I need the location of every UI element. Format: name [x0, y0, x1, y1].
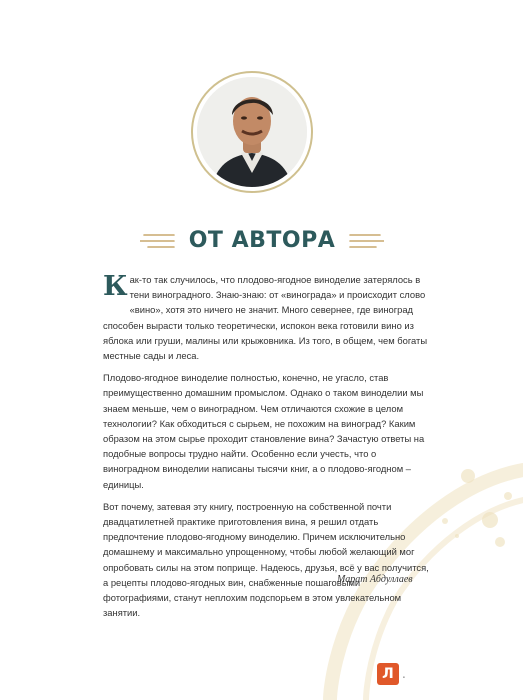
publisher-watermark-text: . — [402, 667, 406, 681]
paragraph-2: Плодово-ягодное виноделие полностью, конечно, не угасло, став преимущественно домашним промыслом. Однако о таком виноделии мы знаем меньше, чем о виноградном. Чем отличаются схожие в целом технологии? Как обходиться с сырьем, не похожим на виноград? Каким образом на этом сырье проходит становление вина? Зачастую ответы на подобные вопросы трудно найти. Особенно если учесть, что о виноградном виноделии написаны тысячи книг, а о плодово-ягодном – единицы. — [103, 372, 425, 490]
author-portrait-photo-icon — [197, 77, 307, 187]
left-flourish-icon — [140, 231, 178, 251]
paragraph-1-text: ак-то так случилось, что плодово-ягодное виноделие затерялось в тени виноградного. Знаю-знаю: от «винограда» и происходит слово «вино», хотя это ничего не значит. Много севернее, где виноград способен вырасти только теоретически, испокон века готовили вино из яблока или груши, малины или крыжовника. Из того, в общем, чем богаты местные сады и леса. — [103, 274, 428, 362]
section-heading-row — [140, 226, 384, 256]
author-portrait — [191, 71, 313, 193]
drop-cap: К — [103, 271, 128, 302]
paragraph-1 — [103, 272, 429, 363]
right-flourish-icon — [346, 231, 384, 251]
publisher-logo-icon: Л — [377, 663, 399, 685]
paragraph-3: Вот почему, затевая эту книгу, построенную на собственной почти двадцатилетней практике приготовления вина, я решил отдать предпочтение плодово-ягодному виноделию. Причем исключительно домашнему и максимально упрощенному, чтобы любой желающий мог опробовать силы на этом поприще. Надеюсь, друзья, всё у вас получится, а рецепты плодово-ягодных вин, снабженные пошаговыми фотографиями, станут неплохим подспорьем в этом увлекательном занятии. — [103, 500, 429, 619]
author-signature: Марат Абдуллаев — [337, 574, 413, 585]
section-heading: ОТ АВТОРА — [188, 228, 336, 253]
